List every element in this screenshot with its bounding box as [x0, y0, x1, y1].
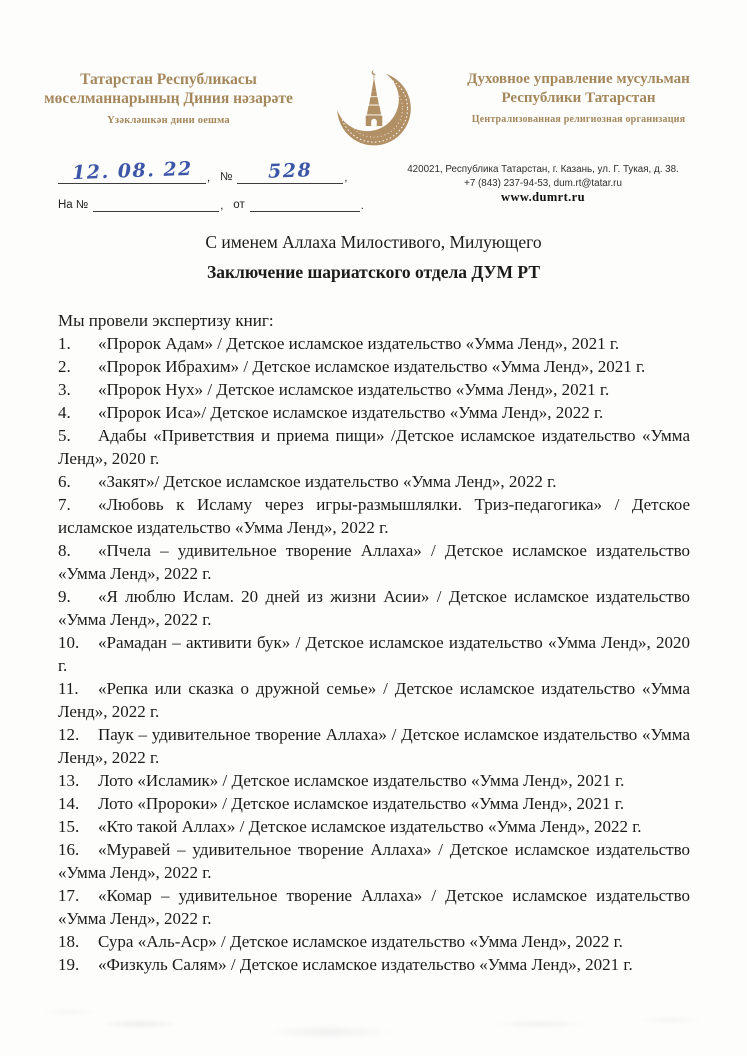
- item-number: 1.: [58, 334, 71, 353]
- list-item: [58, 332, 690, 355]
- item-text: Адабы «Приветствия и приема пищи» /Детское исламское издательство «Умма Ленд», 2020 г.: [58, 426, 690, 468]
- scan-noise-artifact: [0, 992, 747, 1044]
- org-right-line1: Духовное управление мусульман: [467, 71, 690, 87]
- list-item: [58, 677, 690, 723]
- handwritten-date: 12. 08. 22: [71, 157, 193, 185]
- item-text: «Муравей – удивительное творение Аллаха» / Детское исламское издательство «Умма Ленд», 2022 г.: [58, 840, 690, 882]
- item-text: «Комар – удивительное творение Аллаха» / Детское исламское издательство «Умма Ленд», 2022 г.: [58, 886, 690, 928]
- item-number: 4.: [58, 403, 71, 422]
- list-item: [58, 815, 690, 838]
- reference-row: [58, 158, 709, 220]
- org-website: www.dumrt.ru: [501, 190, 585, 204]
- list-item: [58, 631, 690, 677]
- item-text: Сура «Аль-Аср» / Детское исламское издательство «Умма Ленд», 2022 г.: [98, 932, 623, 951]
- org-right-line2: Республики Татарстан: [501, 90, 656, 106]
- item-text: «Пророк Ибрахим» / Детское исламское издательство «Умма Ленд», 2021 г.: [98, 357, 646, 376]
- outgoing-number-field: [237, 158, 343, 184]
- date-field: [58, 158, 206, 184]
- list-item: [58, 792, 690, 815]
- punctuation: .: [360, 200, 364, 212]
- item-text: «Репка или сказка о дружной семье» / Детское исламское издательство «Умма Ленд», 2022 г.: [58, 679, 690, 721]
- org-phone-email: +7 (843) 237-94-53, dum.rt@tatar.ru: [464, 177, 622, 189]
- basmala-line: С именем Аллаха Милостивого, Милующего: [205, 232, 542, 252]
- crescent-tower-emblem-icon: [328, 58, 420, 150]
- list-item: [58, 539, 690, 585]
- item-text: «Физкуль Салям» / Детское исламское издательство «Умма Ленд», 2021 г.: [98, 955, 633, 974]
- item-number: 14.: [58, 794, 80, 813]
- document-title: Заключение шариатского отдела ДУМ РТ: [206, 262, 540, 282]
- item-text: «Пчела – удивительное творение Аллаха» / Детское исламское издательство «Умма Ленд», 2022 г.: [58, 541, 690, 583]
- number-label: №: [220, 171, 233, 183]
- reference-fields: [58, 158, 364, 212]
- item-text: «Закят»/ Детское исламское издательство «Умма Ленд», 2022 г.: [98, 472, 557, 491]
- list-item: [58, 493, 690, 539]
- item-text: «Я люблю Ислам. 20 дней из жизни Асии» / Детское исламское издательство «Умма Ленд», 2022 г.: [58, 587, 690, 629]
- org-name-tatar: [18, 70, 320, 126]
- list-item: [58, 378, 690, 401]
- org-left-line1: Татарстан Республикасы: [80, 71, 257, 88]
- punctuation: ,: [207, 172, 211, 184]
- item-number: 16.: [58, 840, 80, 859]
- item-text: «Пророк Адам» / Детское исламское издательство «Умма Ленд», 2021 г.: [98, 334, 620, 353]
- item-number: 15.: [58, 817, 80, 836]
- item-number: 19.: [58, 955, 80, 974]
- item-number: 2.: [58, 357, 71, 376]
- punctuation: ,: [344, 172, 348, 184]
- list-item: [58, 723, 690, 769]
- item-number: 5.: [58, 426, 71, 445]
- org-address: 420021, Республика Татарстан, г. Казань, ул. Г. Тукая, д. 38.: [407, 164, 679, 175]
- item-text: «Любовь к Исламу через игры-размышлялки. Триз-педагогика» / Детское исламское издательство «Умма Ленд», 2022 г.: [58, 495, 690, 537]
- letterhead: [0, 0, 747, 150]
- item-text: «Рамадан – активити бук» / Детское исламское издательство «Умма Ленд», 2020 г.: [58, 633, 690, 675]
- item-number: 3.: [58, 380, 71, 399]
- list-item: [58, 470, 690, 493]
- item-number: 6.: [58, 472, 71, 491]
- punctuation: ,: [220, 200, 224, 212]
- item-number: 9.: [58, 587, 71, 606]
- item-text: Лото «Исламик» / Детское исламское издательство «Умма Ленд», 2021 г.: [98, 771, 625, 790]
- item-number: 18.: [58, 932, 80, 951]
- list-item: [58, 769, 690, 792]
- intro-line: Мы провели экспертизу книг:: [58, 311, 274, 330]
- reply-to-label: На №: [58, 199, 89, 211]
- list-item: [58, 401, 690, 424]
- org-right-subtitle: Централизованная религиозная организация: [471, 114, 686, 125]
- reply-date-field: [250, 195, 360, 212]
- item-number: 10.: [58, 633, 80, 652]
- item-number: 17.: [58, 886, 80, 905]
- list-item: [58, 585, 690, 631]
- item-text: Паук – удивительное творение Аллаха» / Детское исламское издательство «Умма Ленд», 2022 г.: [58, 725, 690, 767]
- reply-number-field: [93, 195, 219, 212]
- list-item: [58, 424, 690, 470]
- list-item: [58, 884, 690, 930]
- org-name-russian: [428, 70, 730, 125]
- org-left-subtitle: Үзәкләшкән дини оешма: [107, 115, 230, 126]
- list-item: [58, 355, 690, 378]
- from-label: от: [233, 199, 245, 211]
- item-number: 12.: [58, 725, 80, 744]
- list-item: [58, 930, 690, 953]
- list-item: [58, 838, 690, 884]
- item-text: «Кто такой Аллах» / Детское исламское издательство «Умма Ленд», 2022 г.: [98, 817, 642, 836]
- list-item: [58, 953, 690, 976]
- item-number: 7.: [58, 495, 71, 514]
- item-number: 13.: [58, 771, 80, 790]
- item-text: Лото «Пророки» / Детское исламское издательство «Умма Ленд», 2021 г.: [98, 794, 625, 813]
- book-list: [58, 332, 690, 976]
- item-number: 11.: [58, 679, 79, 698]
- contact-block: [377, 163, 709, 205]
- handwritten-number: 528: [268, 159, 313, 183]
- org-left-line2: мөселманнарының Диния нәзарәте: [44, 90, 293, 107]
- item-text: «Пророк Иса»/ Детское исламское издательство «Умма Ленд», 2022 г.: [98, 403, 604, 422]
- item-text: «Пророк Нух» / Детское исламское издательство «Умма Ленд», 2021 г.: [98, 380, 610, 399]
- document-body: [58, 309, 690, 976]
- item-number: 8.: [58, 541, 71, 560]
